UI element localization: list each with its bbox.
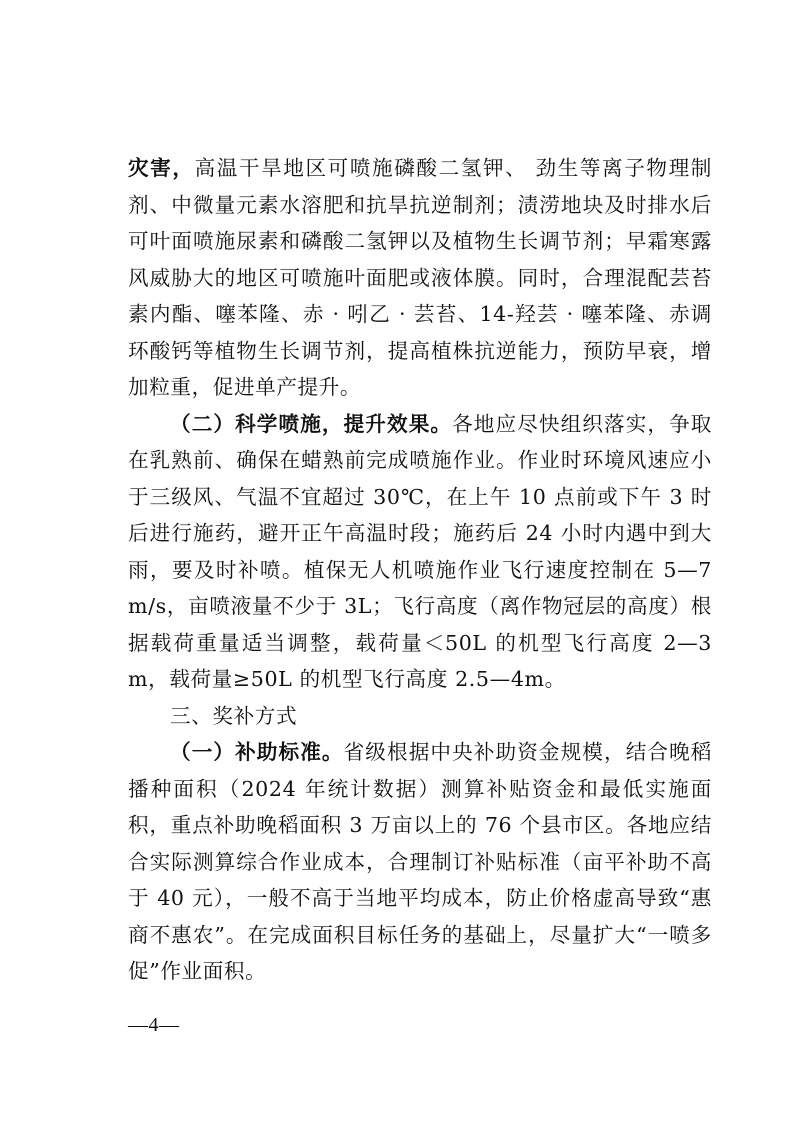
paragraph-scientific-spraying [128, 406, 712, 698]
paragraph-text: 省级根据中央补助资金规模，结合晚稻播种面积（2024 年统计数据）测算补贴资金和最低实施面积，重点补助晚稻面积 3 万亩以上的 76 个县市区。各地应结合实际测算综合作业成本，合理制订补贴标准（亩平补助不高于 40 元），一般不高于当地平均成本，防止价格虚高导致“惠商不惠农”。在完成面积目标任务的基础上，尽量扩大“一喷多促”作业面积。 [128, 740, 712, 983]
document-body [128, 150, 712, 990]
paragraph-text: 各地应尽快组织落实，争取在乳熟前、确保在蜡熟前完成喷施作业。作业时环境风速应小于三级风、气温不宜超过 30℃，在上午 10 点前或下午 3 时后进行施药，避开正午高温时段；施药后 24 小时内遇中到大雨，要及时补喷。植保无人机喷施作业飞行速度控制在 5—7m/s，亩喷液量不少于 3L；飞行高度（离作物冠层的高度）根据载荷重量适当调整，载荷量＜50L 的机型飞行高度 2—3m，载荷量≥50L 的机型飞行高度 2.5—4m。 [128, 411, 712, 691]
section-heading-subsidy-method: 三、奖补方式 [170, 703, 298, 728]
paragraph-lead-bold: （二）科学喷施，提升效果。 [170, 411, 453, 436]
page-number: —4— [128, 1014, 180, 1036]
paragraph-text: 高温干旱地区可喷施磷酸二氢钾、 劲生等离子物理制剂、中微量元素水溶肥和抗旱抗逆制剂；渍涝地块及时排水后可叶面喷施尿素和磷酸二氢钾以及植物生长调节剂；早霜寒露风威胁大的地区可喷施叶面肥或液体膜。同时，合理混配芸苔素内酯、噻苯隆、赤 · 吲乙 · 芸苔、14-羟芸 · 噻苯隆、赤调环酸钙等植物生长调节剂，提高植株抗逆能力，预防早衰，增加粒重，促进单产提升。 [128, 156, 712, 399]
paragraph-lead-bold: （一）补助标准。 [170, 740, 344, 764]
paragraph-disaster-measures [128, 150, 712, 406]
paragraph-subsidy-standard [128, 734, 712, 990]
paragraph-lead-bold: 灾害， [128, 156, 195, 180]
